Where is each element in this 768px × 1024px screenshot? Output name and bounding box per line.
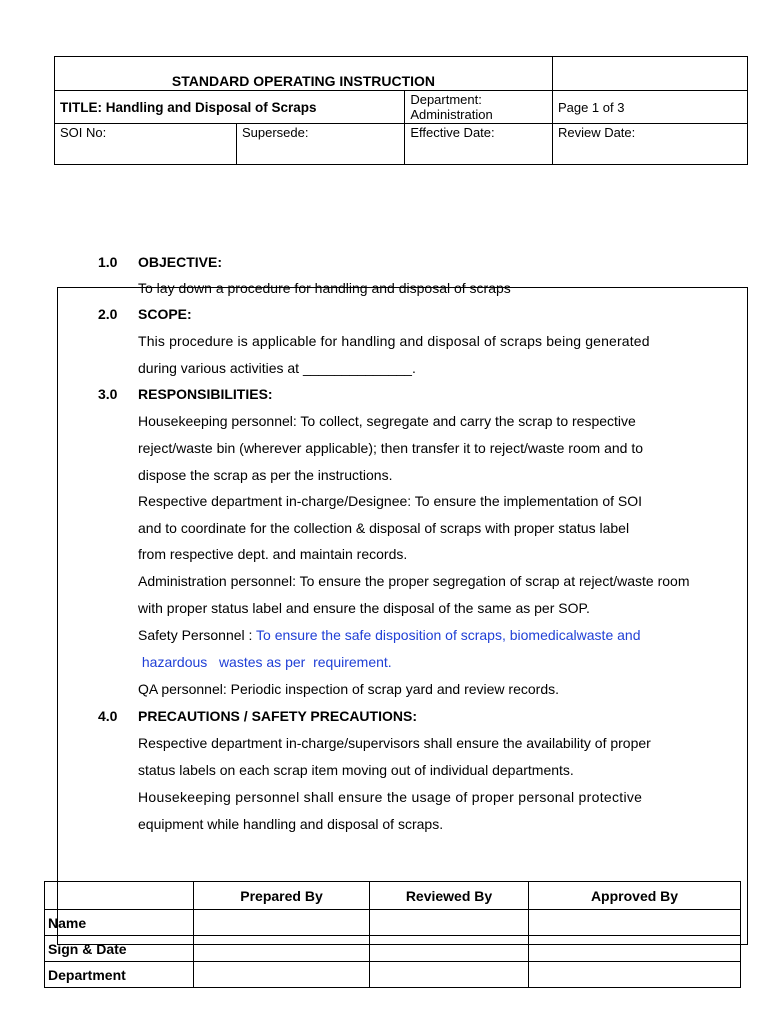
section-number: 1.0 — [98, 254, 118, 270]
section-heading-precautions: PRECAUTIONS / SAFETY PRECAUTIONS: — [138, 708, 417, 724]
responsibility-line: Respective department in-charge/Designee: To ensure the implementation of SOI — [138, 493, 643, 509]
section-number: 4.0 — [98, 708, 118, 724]
effective-date: Effective Date: — [405, 124, 553, 165]
responsibility-line: reject/waste bin (wherever applicable); then transfer it to reject/waste room and to — [138, 440, 644, 456]
signoff-cell — [529, 962, 741, 988]
row-department: Department — [45, 962, 194, 988]
signoff-cell — [370, 962, 529, 988]
section-heading-responsibilities: RESPONSIBILITIES: — [138, 386, 273, 402]
doc-title: TITLE: Handling and Disposal of Scraps — [55, 91, 405, 124]
doc-type: STANDARD OPERATING INSTRUCTION — [55, 57, 553, 91]
objective-text: To lay down a procedure for handling and disposal of scraps — [138, 280, 511, 296]
precaution-line: equipment while handling and disposal of scraps. — [138, 816, 444, 832]
safety-text-blue: To ensure the safe disposition of scraps, biomedicalwaste and — [252, 627, 641, 643]
signoff-cell — [370, 936, 529, 962]
row-sign-date: Sign & Date — [45, 936, 194, 962]
header-blank-cell — [552, 57, 747, 91]
signoff-cell — [194, 910, 370, 936]
col-approved-by: Approved By — [529, 882, 741, 910]
responsibility-line: QA personnel: Periodic inspection of scrap yard and review records. — [138, 681, 559, 697]
header-table — [54, 56, 748, 165]
signoff-cell — [370, 910, 529, 936]
section-heading-scope: SCOPE: — [138, 306, 192, 322]
review-date: Review Date: — [552, 124, 747, 165]
safety-text-blue: hazardous wastes as per requirement. — [138, 654, 392, 670]
signoff-cell — [194, 962, 370, 988]
signoff-table — [44, 881, 741, 988]
responsibility-line: and to coordinate for the collection & disposal of scraps with proper status label — [138, 520, 630, 536]
signoff-cell — [529, 936, 741, 962]
precaution-line: Respective department in-charge/supervisors shall ensure the availability of proper — [138, 735, 651, 751]
section-number: 3.0 — [98, 386, 118, 402]
safety-label: Safety Personnel : — [138, 627, 253, 643]
signoff-cell — [529, 910, 741, 936]
responsibility-line: dispose the scrap as per the instructions. — [138, 467, 393, 483]
signoff-corner — [45, 882, 194, 910]
row-name: Name — [45, 910, 194, 936]
scope-line: This procedure is applicable for handling and disposal of scraps being generated — [138, 333, 650, 349]
supersede: Supersede: — [236, 124, 404, 165]
page-number: Page 1 of 3 — [552, 91, 747, 124]
department-cell: Department: Administration — [405, 91, 553, 124]
scope-line: during various activities at ______________. — [138, 360, 416, 376]
signoff-cell — [194, 936, 370, 962]
col-reviewed-by: Reviewed By — [370, 882, 529, 910]
responsibility-line — [138, 627, 640, 643]
section-heading-objective: OBJECTIVE: — [138, 254, 223, 270]
col-prepared-by: Prepared By — [194, 882, 370, 910]
precaution-line: status labels on each scrap item moving out of individual departments. — [138, 762, 574, 778]
section-number: 2.0 — [98, 306, 118, 322]
responsibility-line: from respective dept. and maintain records. — [138, 546, 408, 562]
responsibility-line: Housekeeping personnel: To collect, segregate and carry the scrap to respective — [138, 413, 636, 429]
soi-no: SOI No: — [55, 124, 237, 165]
responsibility-line: with proper status label and ensure the disposal of the same as per SOP. — [138, 600, 590, 616]
precaution-line: Housekeeping personnel shall ensure the usage of proper personal protective — [138, 789, 643, 805]
responsibility-line: Administration personnel: To ensure the proper segregation of scrap at reject/waste room — [138, 573, 690, 589]
